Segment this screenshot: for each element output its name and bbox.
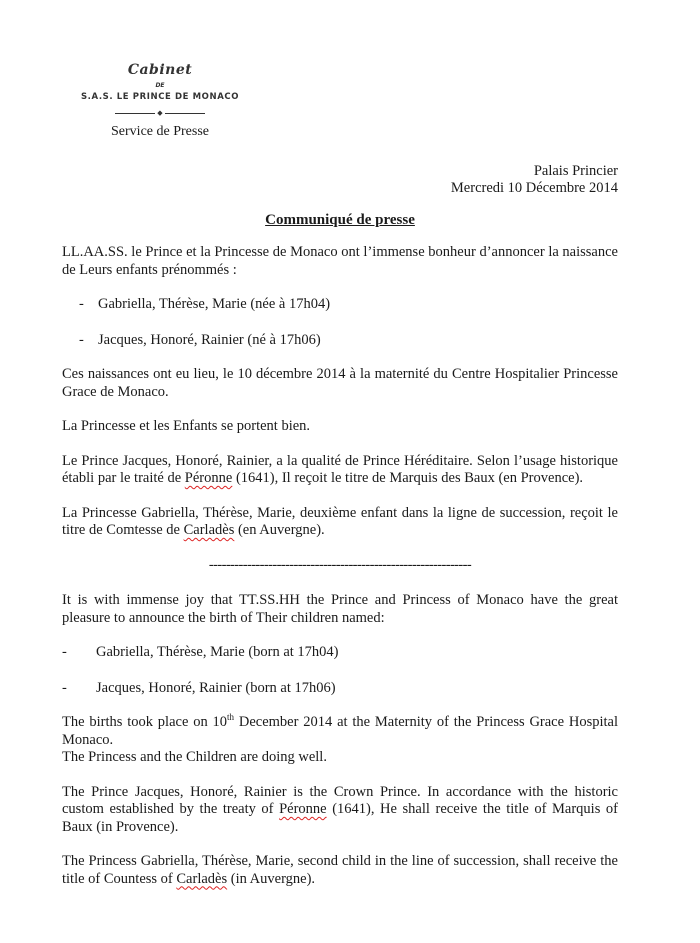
fr-child-item: - Jacques, Honoré, Rainier (né à 17h06) <box>79 331 321 348</box>
fr-births: Ces naissances ont eu lieu, le 10 décembre 2014 à la maternité du Centre Hospitalier Princesse Grace de Monaco. <box>62 366 618 400</box>
date: Mercredi 10 Décembre 2014 <box>450 180 618 196</box>
en-births: The births took place on 10th December 2014 at the Maternity of the Princess Grace Hospital Monaco. <box>62 712 619 748</box>
ornament-icon: ◆ <box>155 109 165 117</box>
fr-child-item: - Gabriella, Thérèse, Marie (née à 17h04) <box>79 296 331 312</box>
fr-intro: LL.AA.SS. le Prince et la Princesse de Monaco ont l’immense bonheur d’annoncer la naissance de Leurs enfants prénommés : <box>62 244 618 278</box>
spellcheck-word: Carladès <box>176 870 228 887</box>
place-date <box>451 163 618 197</box>
document-title: Communiqué de presse <box>265 212 415 228</box>
spellcheck-word: Carladès <box>183 522 235 538</box>
letterhead <box>60 62 260 140</box>
en-child-item: - Jacques, Honoré, Rainier (born at 17h06) <box>62 679 336 696</box>
service-de-presse: Service de Presse <box>111 124 209 139</box>
letterhead-divider <box>115 109 205 117</box>
letterhead-prince: S.A.S. LE PRINCE DE MONACO <box>80 92 240 102</box>
fr-prince-title: Le Prince Jacques, Honoré, Rainier, a la qualité de Prince Héréditaire. Selon l’usage historique établi par le traité de Péronne (1641), Il reçoit le titre de Marquis des Baux (en Provence). <box>62 452 618 486</box>
letterhead-de: DE <box>155 82 165 89</box>
en-intro: It is with immense joy that TT.SS.HH the Prince and Princess of Monaco have the great pleasure to announce the birth of Their children named: <box>62 592 618 626</box>
spellcheck-word: Péronne <box>279 801 327 817</box>
document-body <box>62 244 618 888</box>
language-separator: -------------------------------------------------------------- <box>208 556 472 573</box>
fr-princess-title: La Princesse Gabriella, Thérèse, Marie, deuxième enfant dans la ligne de succession, reçoit le titre de Comtesse de Carladès (en Auvergne). <box>62 504 618 538</box>
place: Palais Princier <box>533 163 618 179</box>
letterhead-cabinet: Cabinet <box>127 62 193 78</box>
en-prince-title: The Prince Jacques, Honoré, Rainier is the Crown Prince. In accordance with the historic custom established by the treaty of Péronne (1641), He shall receive the title of Marquis of Baux (in Provence). <box>62 783 618 835</box>
spellcheck-word: Péronne <box>184 470 233 486</box>
en-child-item: - Gabriella, Thérèse, Marie (born at 17h04) <box>62 644 339 660</box>
fr-health: La Princesse et les Enfants se portent bien. <box>62 418 311 434</box>
en-princess-title: The Princess Gabriella, Thérèse, Marie, second child in the line of succession, shall receive the title of Countess of Carladès (in Auvergne). <box>62 853 618 887</box>
en-health: The Princess and the Children are doing well. <box>62 749 327 765</box>
